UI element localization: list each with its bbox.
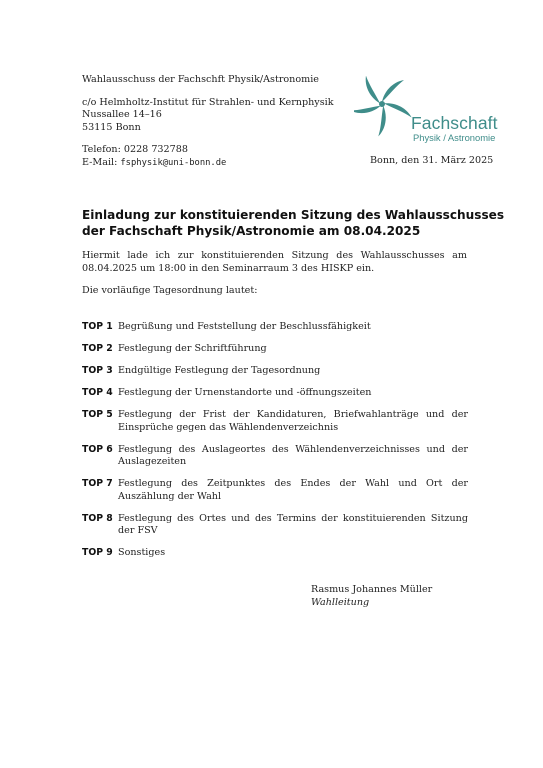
sender-address-line-1: c/o Helmholtz-Institut für Strahlen- und Kernphysik bbox=[82, 96, 334, 108]
agenda-item-text: Festlegung der Urnenstandorte und -öffnungszeiten bbox=[118, 386, 372, 398]
agenda-item-text: Festlegung des Zeitpunktes des Endes der Wahl und Ort der Auszählung der Wahl bbox=[118, 478, 468, 502]
agenda-list bbox=[82, 321, 468, 569]
agenda-item bbox=[82, 444, 468, 469]
agenda-item-text: Festlegung der Frist der Kandidaturen, Briefwahlanträge und der Einsprüche gegen das Wählendenverzeichnis bbox=[118, 408, 468, 433]
sender-block bbox=[82, 74, 342, 170]
agenda-item-text: Sonstiges bbox=[118, 547, 166, 559]
logo-name: Fachschaft bbox=[411, 113, 498, 133]
agenda-item-text: Festlegung des Auslageortes des Wählendenverzeichnisses und der Auslagezeiten bbox=[118, 443, 468, 468]
agenda-item bbox=[82, 478, 468, 503]
logo-subtitle: Physik / Astronomie bbox=[413, 132, 496, 143]
agenda-item-text: Festlegung der Schriftführung bbox=[118, 342, 267, 354]
logo-wordmark bbox=[411, 115, 498, 143]
agenda-item bbox=[82, 547, 468, 560]
sender-email-link[interactable]: fsphysik@uni-bonn.de bbox=[120, 157, 227, 168]
sender-phone: Telefon: 0228 732788 bbox=[82, 144, 188, 156]
agenda-item-label: TOP 7 bbox=[82, 478, 113, 490]
agenda-item bbox=[82, 343, 468, 356]
signature-role: Wahlleitung bbox=[311, 596, 370, 608]
sender-address-line-3: 53115 Bonn bbox=[82, 121, 141, 133]
agenda-item bbox=[82, 365, 468, 378]
signature-block bbox=[311, 584, 432, 610]
agenda-item-label: TOP 5 bbox=[82, 408, 113, 420]
agenda-item bbox=[82, 513, 468, 538]
agenda-item-label: TOP 4 bbox=[82, 386, 113, 398]
agenda-item-label: TOP 8 bbox=[82, 512, 113, 524]
intro-paragraph: Hiermit lade ich zur konstituierenden Sitzung des Wahlausschusses am 08.04.2025 um 18:00 in den Seminarraum 3 des HISKP ein. bbox=[82, 250, 467, 274]
agenda-item bbox=[82, 409, 468, 434]
agenda-item-text: Endgültige Festlegung der Tagesordnung bbox=[118, 364, 321, 376]
signature-name: Rasmus Johannes Müller bbox=[311, 584, 433, 595]
sender-email-line bbox=[82, 157, 342, 170]
sender-org: Wahlausschuss der Fachschft Physik/Astronomie bbox=[82, 74, 319, 85]
title-line-1: Einladung zur konstituierenden Sitzung des Wahlausschusses bbox=[82, 208, 505, 222]
title-line-2: der Fachschaft Physik/Astronomie am 08.04.2025 bbox=[82, 224, 421, 238]
agenda-item-label: TOP 6 bbox=[82, 443, 113, 455]
sender-address-line-2: Nussallee 14–16 bbox=[82, 109, 162, 121]
agenda-item-label: TOP 9 bbox=[82, 547, 113, 559]
letter-title bbox=[82, 207, 505, 239]
agenda-intro: Die vorläufige Tagesordnung lautet: bbox=[82, 285, 258, 296]
agenda-item bbox=[82, 321, 468, 334]
agenda-item bbox=[82, 387, 468, 400]
sender-email-label: E-Mail: bbox=[82, 156, 121, 168]
agenda-item-text: Festlegung des Ortes und des Termins der konstituierenden Sitzung der FSV bbox=[118, 512, 468, 537]
agenda-item-label: TOP 2 bbox=[82, 342, 113, 354]
agenda-item-label: TOP 3 bbox=[82, 364, 113, 376]
agenda-item-label: TOP 1 bbox=[82, 321, 113, 332]
agenda-item-text: Begrüßung und Feststellung der Beschlussfähigkeit bbox=[118, 321, 371, 332]
letter-date: Bonn, den 31. März 2025 bbox=[370, 155, 494, 166]
